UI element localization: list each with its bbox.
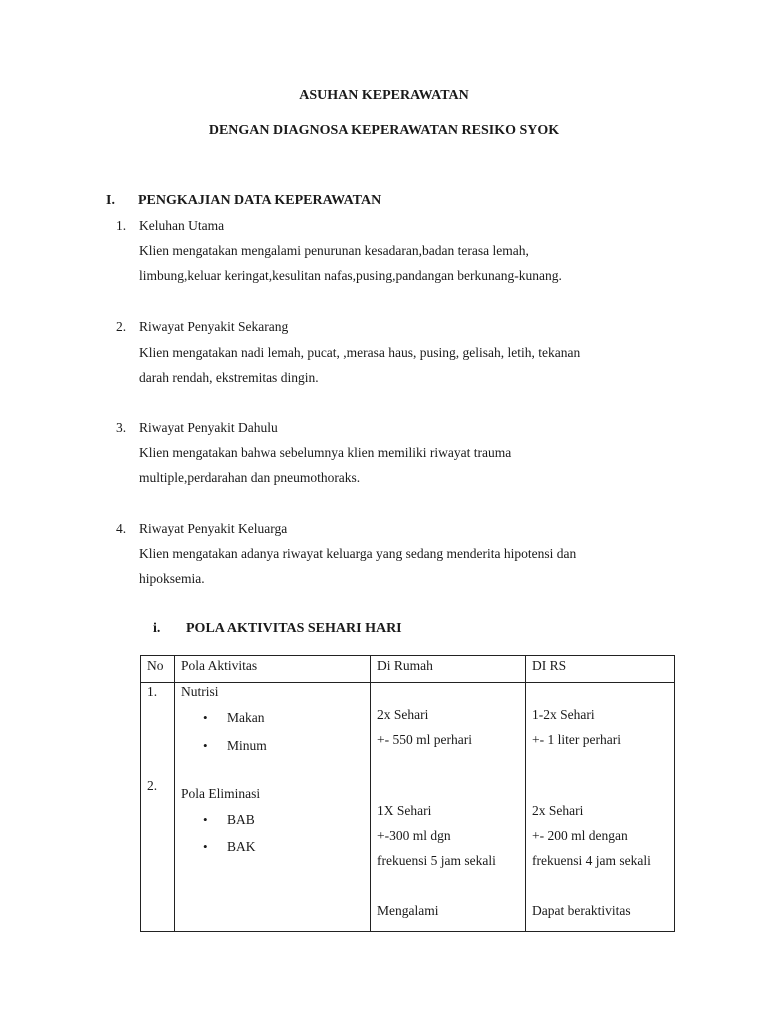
table-header-cell <box>371 656 526 683</box>
item-text-line: Klien mengatakan bahwa sebelumnya klien memiliki riwayat trauma <box>139 445 512 460</box>
item-number: 2. <box>116 319 127 334</box>
rumah-value: Mengalami <box>377 903 439 918</box>
rs-value: 1-2x Sehari <box>532 707 595 722</box>
doc-subtitle: DENGAN DIAGNOSA KEPERAWATAN RESIKO SYOK <box>208 123 560 138</box>
item-heading: Riwayat Penyakit Sekarang <box>139 319 289 334</box>
header-rs: DI RS <box>532 658 567 673</box>
activity-table <box>140 655 675 932</box>
header-rumah: Di Rumah <box>377 658 433 673</box>
subsection-heading: POLA AKTIVITAS SEHARI HARI <box>186 621 402 636</box>
activity-item: BAK <box>227 839 256 854</box>
item-heading: Riwayat Penyakit Dahulu <box>139 420 278 435</box>
rs-value: 2x Sehari <box>532 803 584 818</box>
item-text-line: multiple,perdarahan dan pneumothoraks. <box>139 470 361 485</box>
item-heading: Keluhan Utama <box>139 218 225 233</box>
bullet-icon: • <box>203 839 208 854</box>
rs-value: frekuensi 4 jam sekali <box>532 853 651 868</box>
table-cell-pola <box>175 683 371 932</box>
table-cell-rumah <box>371 683 526 932</box>
bullet-icon: • <box>203 738 208 753</box>
row-number: 1. <box>147 684 158 699</box>
item-text-line: Klien mengatakan mengalami penurunan kesadaran,badan terasa lemah, <box>139 243 529 258</box>
rs-value: +- 1 liter perhari <box>532 732 621 747</box>
subsection-number: i. <box>153 621 161 636</box>
table-header-row <box>141 656 675 683</box>
table-cell-rs <box>526 683 675 932</box>
activity-item: Makan <box>227 710 265 725</box>
rumah-value: 2x Sehari <box>377 707 429 722</box>
item-number: 3. <box>116 420 127 435</box>
item-heading: Riwayat Penyakit Keluarga <box>139 521 288 536</box>
table-row <box>141 683 675 932</box>
table-header-cell <box>175 656 371 683</box>
item-text-line: Klien mengatakan adanya riwayat keluarga yang sedang menderita hipotensi dan <box>139 546 577 561</box>
rumah-value: 1X Sehari <box>377 803 432 818</box>
table-header-cell <box>526 656 675 683</box>
rs-value: Dapat beraktivitas <box>532 903 631 918</box>
item-text-line: Klien mengatakan nadi lemah, pucat, ,merasa haus, pusing, gelisah, letih, tekanan <box>139 345 581 360</box>
activity-item: BAB <box>227 812 255 827</box>
item-text-line: darah rendah, ekstremitas dingin. <box>139 370 319 385</box>
item-text-line: hipoksemia. <box>139 571 205 586</box>
rumah-value: +-300 ml dgn <box>377 828 451 843</box>
section-number: I. <box>106 193 115 208</box>
table-header-cell <box>141 656 175 683</box>
rumah-value: +- 550 ml perhari <box>377 732 472 747</box>
bullet-icon: • <box>203 812 208 827</box>
rs-value: +- 200 ml dengan <box>532 828 628 843</box>
rumah-value: frekuensi 5 jam sekali <box>377 853 496 868</box>
doc-title: ASUHAN KEPERAWATAN <box>299 88 469 103</box>
table-cell-no <box>141 683 175 932</box>
section-heading: PENGKAJIAN DATA KEPERAWATAN <box>138 193 382 208</box>
header-no: No <box>147 658 164 673</box>
activity-item: Minum <box>227 738 267 753</box>
activity-group: Nutrisi <box>181 684 219 699</box>
activity-group: Pola Eliminasi <box>181 786 261 801</box>
item-number: 4. <box>116 521 127 536</box>
header-pola: Pola Aktivitas <box>181 658 258 673</box>
item-text-line: limbung,keluar keringat,kesulitan nafas,pusing,pandangan berkunang-kunang. <box>139 268 562 283</box>
row-number: 2. <box>147 778 158 793</box>
bullet-icon: • <box>203 710 208 725</box>
item-number: 1. <box>116 218 127 233</box>
